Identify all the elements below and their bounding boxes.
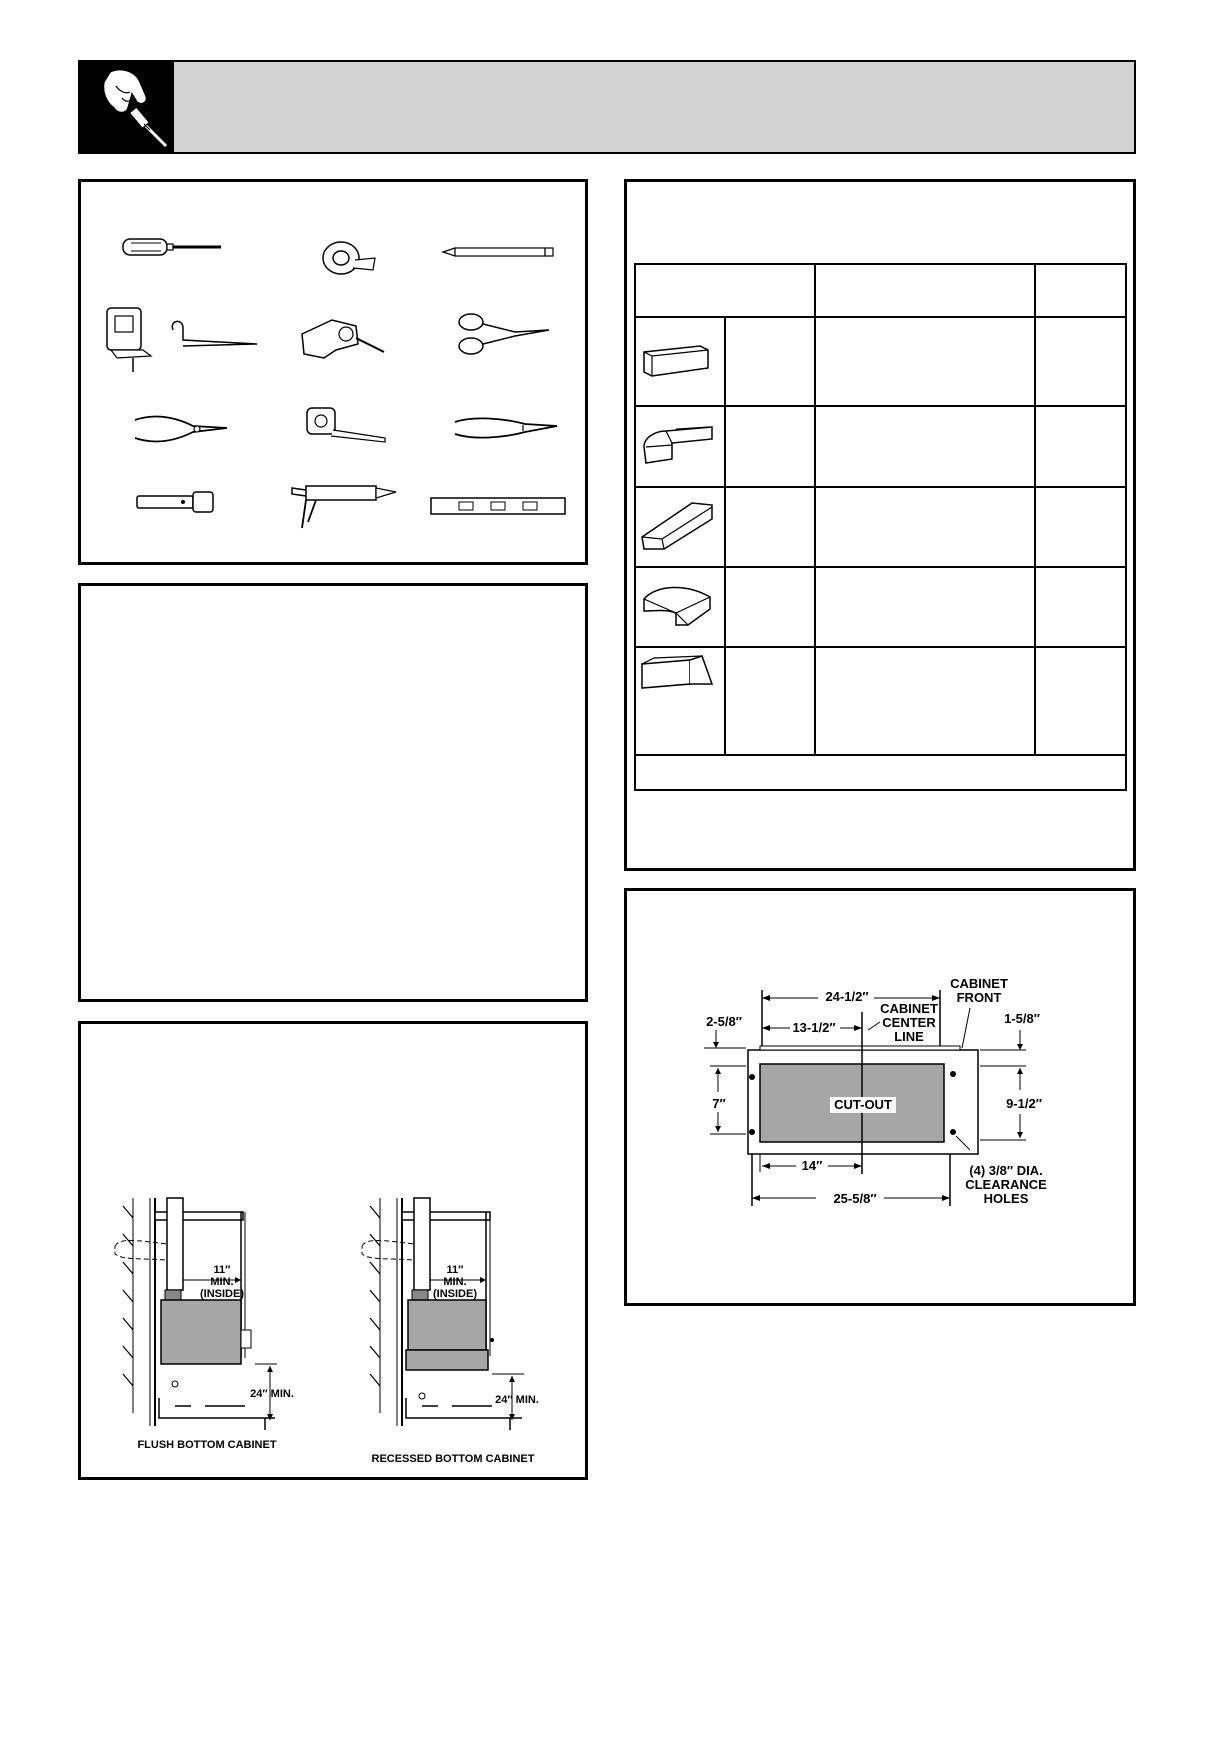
tools-panel — [78, 179, 588, 565]
table-footer-row — [635, 755, 1126, 790]
part-icon-cell — [635, 647, 725, 755]
recessed-caption: RECESSED BOTTOM CABINET — [371, 1453, 535, 1465]
wall-cap-icon — [636, 648, 716, 698]
part-name-cell — [725, 567, 815, 647]
part-description-cell — [815, 647, 1035, 755]
level-icon — [429, 494, 569, 524]
section-header-bar — [78, 60, 1136, 154]
part-name-cell — [725, 487, 815, 567]
part-description-cell — [815, 567, 1035, 647]
duct-tape-icon — [319, 238, 379, 278]
caulking-gun-icon — [284, 476, 404, 532]
tape-measure-icon — [303, 406, 393, 456]
header-cell-description — [815, 264, 1035, 317]
label-24-1-2: 24-1/2″ — [825, 989, 869, 1004]
part-description-cell — [815, 406, 1035, 487]
part-description-cell — [815, 487, 1035, 567]
label-25-5-8: 25-5/8″ — [833, 1191, 877, 1206]
part-name-cell — [725, 317, 815, 406]
tin-snips-icon — [455, 310, 555, 360]
label-1-5-8: 1-5/8″ — [1004, 1011, 1040, 1026]
part-icon-cell — [635, 567, 725, 647]
label-cabinet-front: CABINET FRONT — [950, 976, 1008, 1005]
header-cell-part — [635, 264, 815, 317]
flush-min-inside-label: 11″ MIN. (INSIDE) — [200, 1264, 244, 1300]
label-7: 7″ — [712, 1096, 726, 1111]
flush-24-min-label: 24″ MIN. — [250, 1388, 294, 1400]
saber-saw-icon — [103, 306, 263, 376]
part-qty-cell — [1035, 647, 1126, 755]
label-14: 14″ — [801, 1158, 823, 1173]
flush-caption: FLUSH BOTTOM CABINET — [137, 1439, 277, 1451]
table-row — [635, 567, 1126, 647]
drill-icon — [296, 308, 396, 368]
pencil-icon — [441, 244, 556, 264]
part-description-cell — [815, 317, 1035, 406]
hand-screwdriver-icon — [80, 62, 174, 152]
table-row — [635, 317, 1126, 406]
recessed-24-min-label: 24″ MIN. — [495, 1394, 539, 1406]
nut-driver-icon — [133, 488, 223, 518]
part-name-cell — [725, 406, 815, 487]
part-icon-cell — [635, 487, 725, 567]
parts-table — [634, 263, 1127, 791]
part-qty-cell — [1035, 406, 1126, 487]
elbow-transition-icon — [636, 419, 716, 469]
label-clearance-holes: (4) 3/8″ DIA. CLEARANCE HOLES — [965, 1163, 1047, 1206]
label-13-1-2: 13-1/2″ — [792, 1020, 836, 1035]
curved-elbow-icon — [636, 577, 716, 633]
flush-bottom-cabinet-drawing — [109, 1510, 309, 1760]
pliers-icon — [133, 410, 233, 450]
table-row — [635, 487, 1126, 567]
wall-transition-icon — [636, 497, 716, 553]
wire-stripper-icon — [453, 410, 563, 450]
label-9-1-2: 9-1/2″ — [1006, 1096, 1042, 1111]
part-icon-cell — [635, 317, 725, 406]
table-row — [635, 647, 1126, 755]
label-cut-out: CUT-OUT — [830, 1097, 896, 1113]
part-qty-cell — [1035, 567, 1126, 647]
label-cabinet-center-line: CABINET CENTER LINE — [880, 1001, 938, 1044]
header-cell-qty — [1035, 264, 1126, 317]
table-footer-cell — [635, 755, 1126, 790]
flush-bottom-cabinet-drawing — [105, 1198, 305, 1438]
part-qty-cell — [1035, 487, 1126, 567]
recessed-min-inside-label: 11″ MIN. (INSIDE) — [433, 1264, 477, 1300]
part-name-cell — [725, 647, 815, 755]
part-icon-cell — [635, 406, 725, 487]
table-row — [635, 406, 1126, 487]
straight-duct-icon — [636, 334, 716, 384]
label-2-5-8: 2-5/8″ — [706, 1014, 742, 1029]
parts-table-header — [635, 264, 1126, 317]
screwdriver-icon — [121, 235, 231, 265]
notes-panel — [78, 583, 588, 1002]
part-qty-cell — [1035, 317, 1126, 406]
